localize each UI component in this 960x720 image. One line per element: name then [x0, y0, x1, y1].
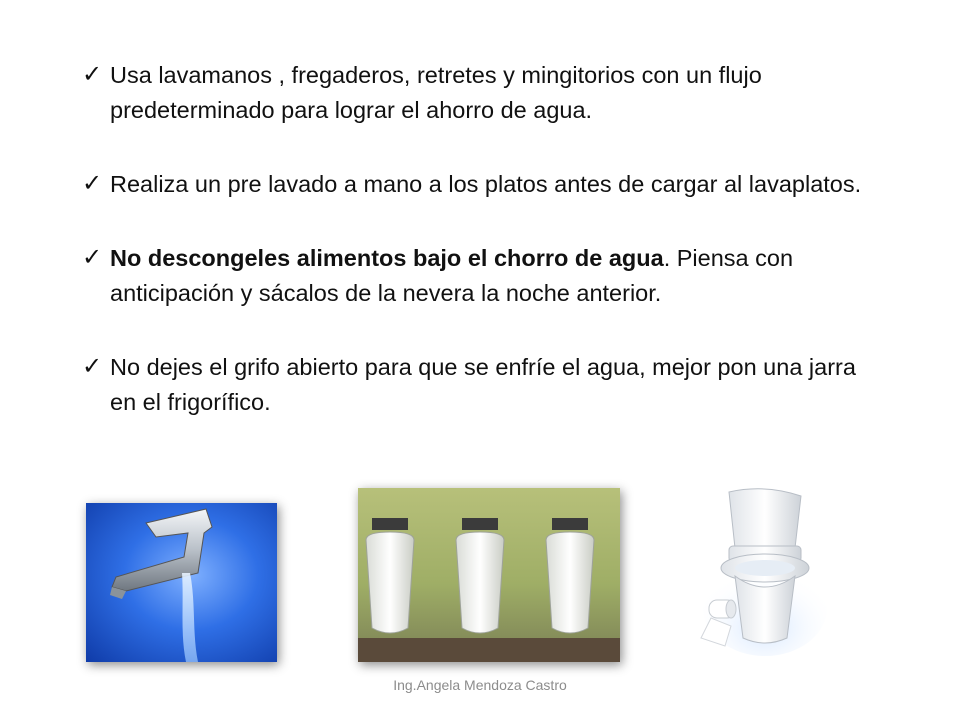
checkmark-icon: ✓	[82, 61, 103, 88]
bullet-item	[82, 350, 882, 420]
faucet-photo	[86, 503, 277, 662]
bullet-text: Realiza un pre lavado a mano a los platos antes de cargar al lavaplatos.	[110, 171, 862, 197]
toilet-illustration	[695, 488, 827, 658]
urinals-illustration	[358, 488, 620, 662]
urinals-photo	[358, 488, 620, 662]
bullet-item	[82, 241, 882, 311]
bullet-item	[82, 167, 882, 202]
checkmark-icon: ✓	[82, 244, 103, 271]
bullet-list	[82, 58, 882, 459]
bullet-text: . Piensa con anticipación y sácalos de la nevera la noche anterior.	[110, 245, 794, 306]
slide-footer: Ing.Angela Mendoza Castro	[393, 677, 567, 693]
faucet-illustration	[86, 503, 277, 662]
bullet-text: No dejes el grifo abierto para que se enfríe el agua, mejor pon una jarra en el frigorífico.	[110, 354, 856, 415]
bullet-item	[82, 58, 882, 128]
toilet-photo	[695, 488, 827, 658]
bullet-text: Usa lavamanos , fregaderos, retretes y mingitorios con un flujo predeterminado para lograr el ahorro de agua.	[110, 62, 762, 123]
bullet-bold-text: No descongeles alimentos bajo el chorro de agua	[110, 245, 664, 271]
checkmark-icon: ✓	[82, 170, 103, 197]
checkmark-icon: ✓	[82, 353, 103, 380]
